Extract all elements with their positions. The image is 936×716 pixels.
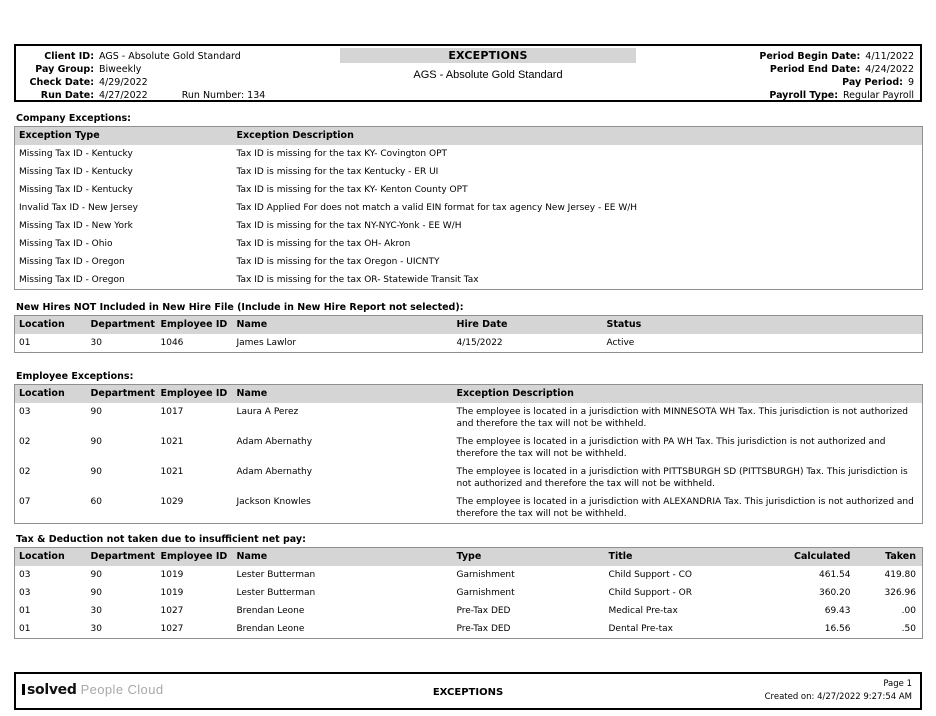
- cell-exception-description: The employee is located in a jurisdiction with ALEXANDRIA Tax. This jurisdiction is not authorized and therefore the tax will not be withheld.: [456, 497, 914, 519]
- cell-location: 02: [19, 437, 31, 447]
- table-row: [15, 602, 923, 620]
- cell-department: 60: [90, 497, 102, 507]
- table-header-row: [15, 127, 923, 146]
- cell-name: Lester Butterman: [236, 588, 316, 598]
- table-row: [15, 235, 923, 253]
- cell-exception-type: Invalid Tax ID - New Jersey: [19, 203, 138, 213]
- header-field-client-id: [16, 50, 336, 63]
- col-department: Department: [87, 548, 157, 567]
- report-title: EXCEPTIONS: [340, 48, 636, 63]
- col-name: Name: [233, 548, 453, 567]
- cell-exception-description: The employee is located in a jurisdiction with MINNESOTA WH Tax. This jurisdiction is not authorized and therefore the tax will not be withheld.: [456, 407, 908, 429]
- cell-type: Garnishment: [456, 570, 515, 580]
- col-hire-date: Hire Date: [453, 316, 603, 335]
- cell-name: Jackson Knowles: [236, 497, 311, 507]
- col-employee-id: Employee ID: [157, 316, 233, 335]
- header-value-check-date: 4/29/2022: [99, 77, 148, 88]
- cell-type: Garnishment: [456, 588, 515, 598]
- col-status: Status: [603, 316, 923, 335]
- cell-location: 01: [19, 338, 31, 348]
- cell-taken: 326.96: [884, 588, 916, 598]
- table-row: [15, 145, 923, 163]
- report-footer-box: [14, 672, 922, 710]
- table-new-hires: [14, 315, 923, 353]
- cell-location: 03: [19, 570, 31, 580]
- header-label-check-date: Check Date:: [29, 77, 94, 88]
- section-title-tax-deduction: Tax & Deduction not taken due to insufficient net pay:: [16, 534, 306, 545]
- section-title-company-exceptions: Company Exceptions:: [16, 113, 131, 124]
- cell-employee-id: 1021: [160, 467, 184, 477]
- cell-department: 30: [90, 624, 102, 634]
- table-row: [15, 181, 923, 199]
- cell-exception-type: Missing Tax ID - Kentucky: [19, 149, 133, 159]
- cell-name: Laura A Perez: [236, 407, 299, 417]
- cell-exception-description: Tax ID is missing for the tax Kentucky - ER UI: [236, 167, 439, 177]
- col-location: Location: [15, 385, 87, 404]
- cell-employee-id: 1029: [160, 497, 184, 507]
- cell-employee-id: 1046: [160, 338, 184, 348]
- header-value-period-end: 4/24/2022: [865, 64, 914, 75]
- table-company-exceptions: [14, 126, 923, 290]
- table-row: [15, 217, 923, 235]
- col-calculated: Calculated: [785, 548, 857, 567]
- table-row: [15, 199, 923, 217]
- col-exception-type: Exception Type: [15, 127, 233, 146]
- col-name: Name: [233, 385, 453, 404]
- cell-taken: 419.80: [884, 570, 916, 580]
- header-value-pay-group: Biweekly: [99, 64, 142, 75]
- col-title: Title: [605, 548, 785, 567]
- header-value-client-id: AGS - Absolute Gold Standard: [99, 51, 241, 62]
- cell-exception-description: Tax ID Applied For does not match a valid EIN format for tax agency New Jersey - EE W/H: [236, 203, 638, 213]
- cell-exception-type: Missing Tax ID - Kentucky: [19, 185, 133, 195]
- footer-meta: [765, 678, 912, 704]
- report-subtitle: AGS - Absolute Gold Standard: [413, 69, 563, 81]
- table-row: [15, 334, 923, 353]
- cell-location: 03: [19, 588, 31, 598]
- table-row: [15, 433, 923, 463]
- table-employee-exceptions: [14, 384, 923, 524]
- table-row: [15, 271, 923, 290]
- cell-title: Child Support - CO: [608, 570, 692, 580]
- cell-exception-type: Missing Tax ID - New York: [19, 221, 133, 231]
- cell-exception-type: Missing Tax ID - Oregon: [19, 275, 125, 285]
- cell-exception-type: Missing Tax ID - Kentucky: [19, 167, 133, 177]
- cell-name: James Lawlor: [236, 338, 297, 348]
- cell-calculated: 16.56: [824, 624, 851, 634]
- table-header-row: [15, 316, 923, 335]
- col-type: Type: [453, 548, 605, 567]
- table-row: [15, 403, 923, 433]
- cell-calculated: 69.43: [824, 606, 851, 616]
- section-title-new-hires: New Hires NOT Included in New Hire File (Include in New Hire Report not selected):: [16, 302, 464, 313]
- cell-exception-type: Missing Tax ID - Oregon: [19, 257, 125, 267]
- header-label-client-id: Client ID:: [44, 51, 94, 62]
- cell-department: 90: [90, 467, 102, 477]
- cell-employee-id: 1021: [160, 437, 184, 447]
- cell-location: 03: [19, 407, 31, 417]
- cell-exception-description: The employee is located in a jurisdiction with PITTSBURGH SD (PITTSBURGH) Tax. This jurisdiction is not authorized and therefore the tax will not be withheld.: [456, 467, 908, 489]
- cell-type: Pre-Tax DED: [456, 624, 511, 634]
- table-row: [15, 253, 923, 271]
- cell-exception-description: Tax ID is missing for the tax NY-NYC-Yonk - EE W/H: [236, 221, 462, 231]
- header-value-period-begin: 4/11/2022: [865, 51, 914, 62]
- cell-exception-description: Tax ID is missing for the tax OR- Statewide Transit Tax: [236, 275, 479, 285]
- cell-exception-type: Missing Tax ID - Ohio: [19, 239, 113, 249]
- col-location: Location: [15, 548, 87, 567]
- cell-location: 02: [19, 467, 31, 477]
- cell-name: Brendan Leone: [236, 606, 305, 616]
- table-row: [15, 584, 923, 602]
- col-exception-description: Exception Description: [453, 385, 923, 404]
- footer-page-label: Page 1: [883, 679, 912, 689]
- cell-department: 90: [90, 407, 102, 417]
- cell-employee-id: 1027: [160, 606, 184, 616]
- cell-name: Adam Abernathy: [236, 437, 313, 447]
- table-header-row: [15, 385, 923, 404]
- header-label-run-date: Run Date:: [40, 90, 94, 101]
- footer-created-on: Created on: 4/27/2022 9:27:54 AM: [764, 692, 912, 702]
- cell-exception-description: Tax ID is missing for the tax KY- Covington OPT: [236, 149, 447, 159]
- header-field-period-end: [514, 63, 914, 76]
- table-header-row: [15, 548, 923, 567]
- header-value-pay-period: 9: [907, 77, 914, 88]
- cell-employee-id: 1019: [160, 588, 184, 598]
- cell-exception-description: Tax ID is missing for the tax OH- Akron: [236, 239, 411, 249]
- header-field-check-date: [16, 76, 336, 89]
- cell-calculated: 461.54: [819, 570, 851, 580]
- header-value-run-number: Run Number: 134: [181, 90, 266, 101]
- cell-type: Pre-Tax DED: [456, 606, 511, 616]
- header-field-payroll-type: [514, 89, 914, 102]
- header-right-fields: [514, 50, 914, 102]
- table-row: [15, 493, 923, 524]
- cell-name: Brendan Leone: [236, 624, 305, 634]
- cell-exception-description: Tax ID is missing for the tax KY- Kenton County OPT: [236, 185, 468, 195]
- cell-department: 90: [90, 437, 102, 447]
- col-taken: Taken: [857, 548, 923, 567]
- header-label-pay-group: Pay Group:: [35, 64, 94, 75]
- header-label-period-begin: Period Begin Date:: [759, 51, 861, 62]
- header-field-pay-group: [16, 63, 336, 76]
- col-department: Department: [87, 385, 157, 404]
- cell-hire-date: 4/15/2022: [456, 338, 503, 348]
- cell-exception-description: Tax ID is missing for the tax Oregon - UICNTY: [236, 257, 440, 267]
- cell-location: 01: [19, 624, 31, 634]
- section-title-employee-exceptions: Employee Exceptions:: [16, 371, 134, 382]
- table-row: [15, 566, 923, 584]
- header-value-run-date: 4/27/2022: [99, 90, 148, 101]
- table-row: [15, 463, 923, 493]
- cell-title: Child Support - OR: [608, 588, 692, 598]
- cell-employee-id: 1017: [160, 407, 184, 417]
- cell-status: Active: [606, 338, 635, 348]
- header-field-run-date: [16, 89, 336, 102]
- cell-name: Lester Butterman: [236, 570, 316, 580]
- col-location: Location: [15, 316, 87, 335]
- cell-department: 30: [90, 338, 102, 348]
- table-row: [15, 620, 923, 639]
- cell-name: Adam Abernathy: [236, 467, 313, 477]
- cell-exception-description: The employee is located in a jurisdiction with PA WH Tax. This jurisdiction is not authorized and therefore the tax will not be withheld.: [456, 437, 886, 459]
- isolved-logo-solved-text: solved: [27, 682, 77, 698]
- header-label-period-end: Period End Date:: [769, 64, 861, 75]
- cell-location: 01: [19, 606, 31, 616]
- isolved-logo-people-cloud-text: People Cloud: [80, 682, 164, 697]
- cell-taken: .00: [901, 606, 916, 616]
- cell-employee-id: 1019: [160, 570, 184, 580]
- footer-report-title: EXCEPTIONS: [432, 687, 504, 698]
- header-value-payroll-type: Regular Payroll: [843, 90, 914, 101]
- header-left-fields: [16, 50, 336, 102]
- cell-department: 30: [90, 606, 102, 616]
- cell-title: Medical Pre-tax: [608, 606, 678, 616]
- col-employee-id: Employee ID: [157, 385, 233, 404]
- table-tax-deduction: [14, 547, 923, 639]
- cell-calculated: 360.20: [819, 588, 851, 598]
- col-employee-id: Employee ID: [157, 548, 233, 567]
- header-field-period-begin: [514, 50, 914, 63]
- cell-taken: .50: [901, 624, 916, 634]
- header-field-pay-period: [514, 76, 914, 89]
- cell-department: 90: [90, 570, 102, 580]
- header-label-pay-period: Pay Period:: [842, 77, 903, 88]
- col-exception-description: Exception Description: [233, 127, 923, 146]
- cell-title: Dental Pre-tax: [608, 624, 674, 634]
- header-label-payroll-type: Payroll Type:: [769, 90, 838, 101]
- cell-location: 07: [19, 497, 31, 507]
- col-department: Department: [87, 316, 157, 335]
- col-name: Name: [233, 316, 453, 335]
- table-row: [15, 163, 923, 181]
- cell-department: 90: [90, 588, 102, 598]
- report-header-box: [14, 44, 922, 102]
- cell-employee-id: 1027: [160, 624, 184, 634]
